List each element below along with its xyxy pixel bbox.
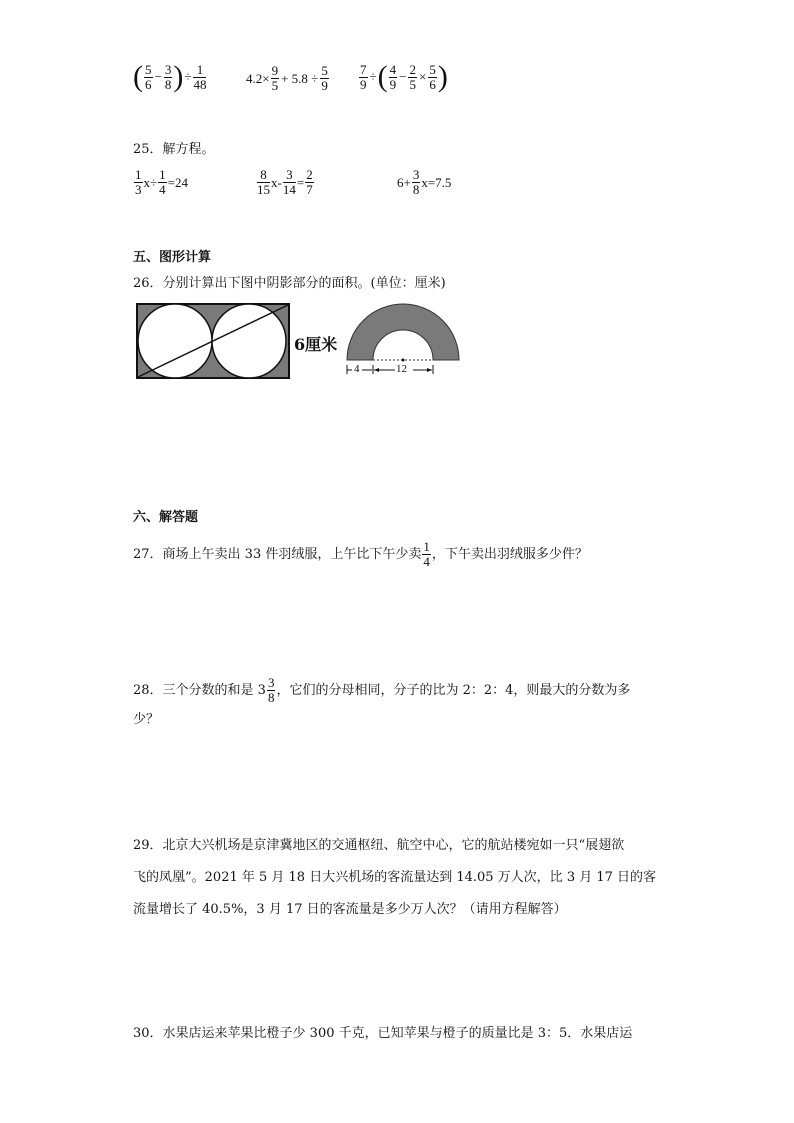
close-paren: ) [437, 60, 448, 93]
expr-text: x=7.5 [421, 174, 452, 190]
q29-line-2: 飞的凤凰”。2021 年 5 月 18 日大兴机场的客流量达到 14.05 万人次，比 3 月 17 日的客 [133, 870, 657, 885]
expr-text: x÷ [143, 174, 158, 190]
fraction: $\frac{3}{8}$ [164, 61, 172, 92]
q29-line-3: 流量增长了 40.5%，3 月 17 日的客流量是多少万人次？（请用方程解答） [133, 902, 567, 917]
fig1-height-label: 6厘米 [294, 335, 338, 354]
operator: × [418, 69, 427, 84]
operator: ÷ [184, 69, 192, 84]
open-paren: ( [133, 60, 143, 93]
q29-line-1: 29．北京大兴机场是京津冀地区的交通枢纽、航空中心，它的航站楼宛如一只“展翅欲 [133, 838, 625, 853]
section-6-heading: 六、解答题 [133, 510, 199, 525]
open-paren: ( [377, 60, 388, 93]
fraction: $\frac{1}{4}$ [159, 167, 166, 197]
expr-text: 4.2× [246, 70, 270, 86]
expr-text: = [296, 174, 305, 190]
q25-equation-2 [256, 168, 315, 197]
close-paren: ) [173, 60, 184, 93]
q25-equation-1 [133, 168, 188, 197]
operator: + 5.8 ÷ [281, 70, 319, 86]
fraction: $\frac{5}{6}$ [429, 61, 436, 92]
q25-equation-3 [397, 168, 451, 197]
fig2-diameter-label: 12 [396, 363, 407, 375]
q27-text: 27．商场上午卖出 33 件羽绒服，上午比下午少卖 [133, 546, 422, 562]
expr-text: 6+ [397, 174, 411, 190]
fraction: $\frac{3}{8}$ [412, 167, 420, 197]
fraction: $\frac{1}{3}$ [135, 167, 142, 197]
q27 [133, 540, 588, 569]
section-5-heading: 五、图形计算 [133, 250, 212, 265]
fraction: $\frac{8}{15}$ [257, 167, 270, 197]
q30-line-1: 30．水果店运来苹果比橙子少 300 千克，已知苹果与橙子的质量比是 3：5．水果店运 [133, 1026, 633, 1041]
fraction: $\frac{2}{5}$ [409, 61, 416, 92]
fraction: $\frac{1}{48}$ [193, 61, 207, 92]
expr-text: x- [271, 174, 282, 190]
fig2-width-label: 4 [354, 363, 360, 375]
fraction: $\frac{1}{4}$ [423, 539, 430, 569]
q27-text: ，下午卖出羽绒服多少件？ [431, 546, 588, 562]
operator: − [154, 69, 162, 84]
fraction: $\frac{5}{9}$ [321, 63, 328, 93]
q24-expr-3 [358, 62, 448, 92]
q26-title: 26．分别计算出下图中阴影部分的面积。(单位：厘米) [133, 276, 446, 291]
q28-line-1 [133, 676, 630, 705]
figure-rectangle-two-circles [135, 302, 295, 380]
operator: ÷ [369, 69, 377, 84]
fraction: $\frac{2}{7}$ [306, 167, 313, 197]
q25-title: 25．解方程。 [133, 142, 215, 157]
q28-line-2: 少？ [133, 712, 160, 727]
q24-expr-1 [133, 62, 207, 92]
fraction: $\frac{3}{8}$ [267, 675, 275, 705]
fraction: $\frac{9}{5}$ [271, 63, 279, 93]
q24-expr-2 [246, 64, 330, 93]
q28-text: 28．三个分数的和是 3 [133, 682, 266, 698]
expr-text: =24 [167, 174, 188, 190]
fraction: $\frac{5}{6}$ [145, 61, 152, 92]
q28-text: ，它们的分母相同，分子的比为 2：2：4，则最大的分数为多 [276, 682, 631, 698]
fraction: $\frac{4}{9}$ [389, 61, 397, 92]
fraction: $\frac{7}{9}$ [360, 61, 367, 92]
operator: − [399, 69, 407, 84]
fraction: $\frac{3}{14}$ [282, 167, 296, 197]
